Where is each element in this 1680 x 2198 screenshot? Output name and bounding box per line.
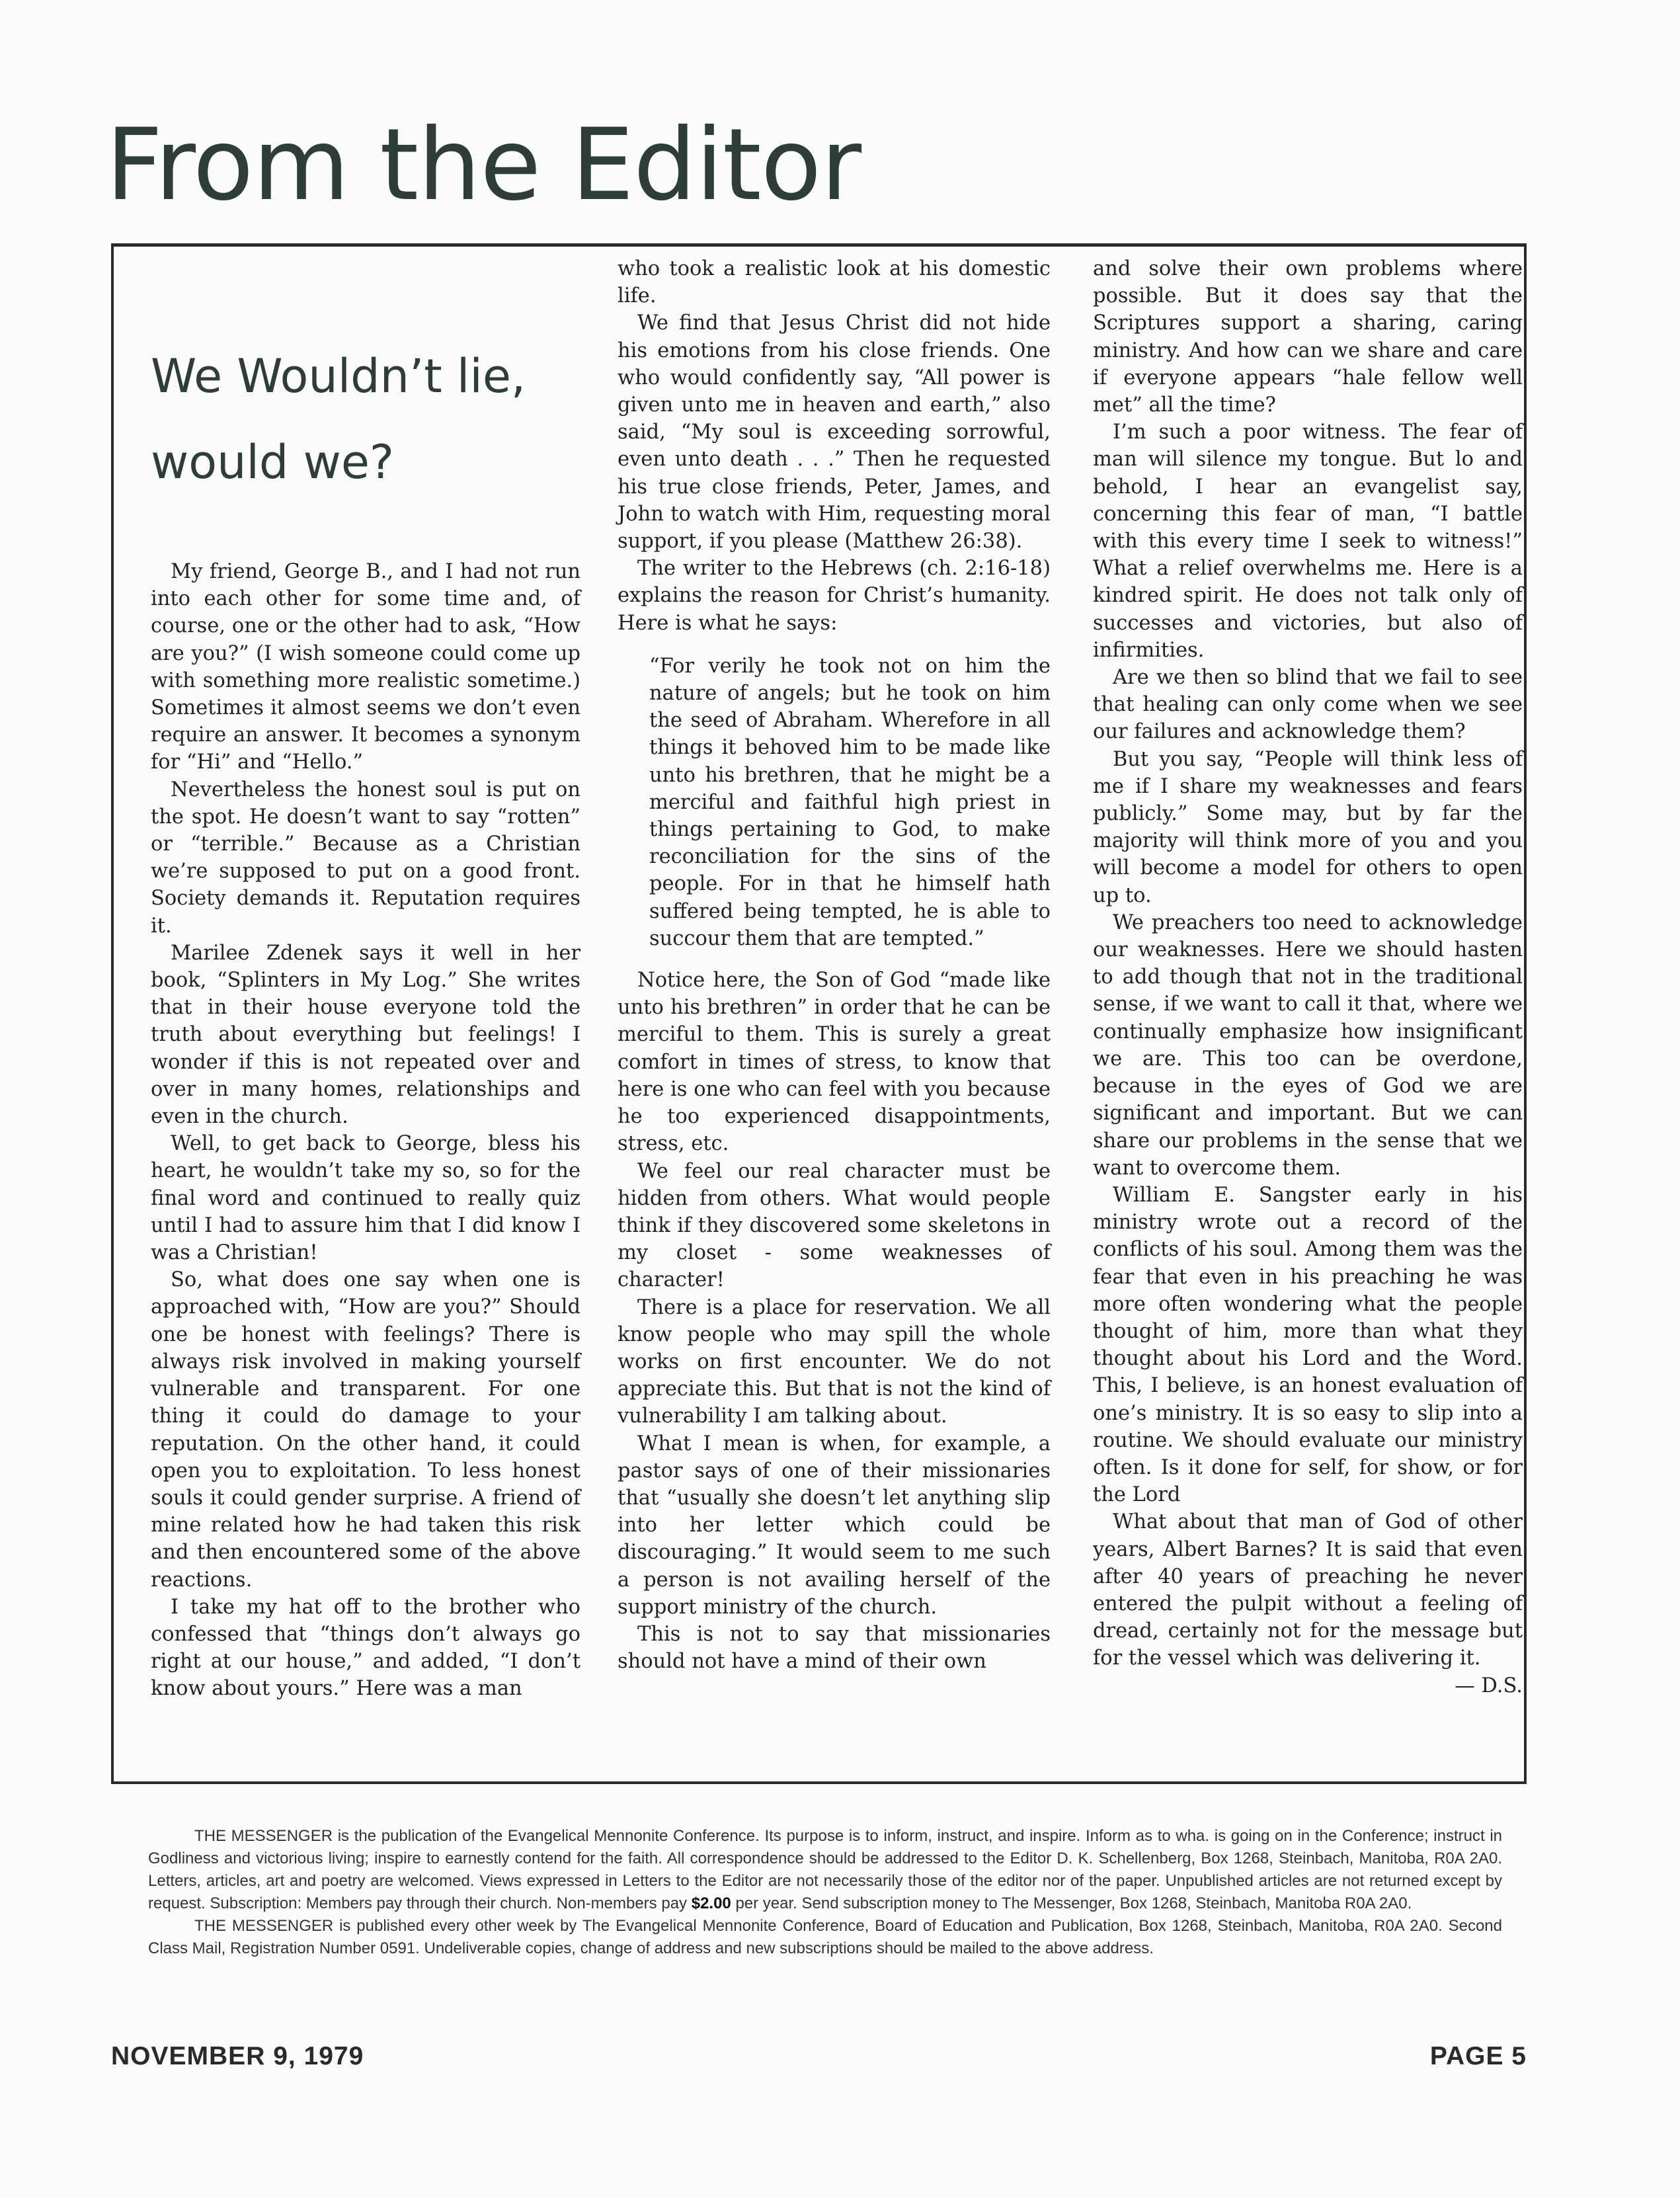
scripture-quote	[649, 653, 1051, 952]
subscription-price: $2.00	[691, 1894, 731, 1912]
article-column-1	[151, 255, 580, 1701]
notice-paragraph-2: THE MESSENGER is published every other week by The Evangelical Mennonite Conference, Board of Education and Publication, Box 1268, Steinbach, Manitoba, R0A 2A0. Second Class Mail, Registration Number 0591. Undeliverable copies, change of address and new subscriptions should be mailed to the above address.	[148, 1917, 1502, 1957]
paragraph: William E. Sangster early in his ministry wrote out a record of the conflicts of his soul. Among them was the fear that even in his preaching he was more often wondering what the people thought of him, more than what they thought about his Lord and the Word. This, I believe, is an honest evaluation of one’s ministry. It is so easy to slip into a routine. We should evaluate our ministry often. Is it done for self, for show, or for the Lord	[1093, 1183, 1523, 1507]
article-title-line-1: We Wouldn’t lie,	[151, 349, 526, 403]
paragraph: This is not to say that missionaries should not have a mind of their own	[618, 1622, 1051, 1674]
paragraph: The writer to the Hebrews (ch. 2:16-18) explains the reason for Christ’s humanity. Here is what he says:	[618, 557, 1051, 635]
paragraph: We find that Jesus Christ did not hide his emotions from his close friends. One who would confidently say, “All power is given unto me in heaven and earth,” also said, “My soul is exceeding sorrowful, even unto death . . .” Then he requested his true close friends, Peter, James, and John to watch with Him, requesting moral support, if you please (Matthew 26:38).	[618, 311, 1051, 553]
paragraph: What about that man of God of other years, Albert Barnes? It is said that even after 40 years of preaching he never entered the pulpit without a feeling of dread, certainly not for the message but for the vessel which was delivering it.	[1093, 1510, 1523, 1670]
paragraph: I’m such a poor witness. The fear of man will silence my tongue. But lo and behold, I hear an evangelist say, concerning this fear of man, “I battle with this every time I seek to witness!” What a relief overwhelms me. Here is a kindred spirit. He does not talk only of successes and victories, but also of infirmities.	[1093, 421, 1523, 662]
paragraph: There is a place for reservation. We all know people who may spill the whole works on first encounter. We do not appreciate this. But that is not the kind of vulnerability I am talking about.	[618, 1295, 1051, 1428]
paragraph: But you say, “People will think less of me if I share my weaknesses and fears publicly.” Some may, but by far the majority will think more of you and you will become a model for others to open up to.	[1093, 747, 1523, 907]
paragraph: We preachers too need to acknowledge our weaknesses. Here we should hasten to add though that not in the traditional sense, if we want to call it that, where we continually emphasize how insignificant we are. This too can be overdone, because in the eyes of God we are significant and important. But we can share our problems in the sense that we want to overcome them.	[1093, 911, 1523, 1180]
publication-notice	[148, 1825, 1502, 1960]
paragraph: Marilee Zdenek says it well in her book, “Splinters in My Log.” She writes that in their house everyone told the truth about everything but feelings! I wonder if this is not repeated over and over in many homes, relationships and even in the church.	[151, 941, 580, 1129]
page-heading: From the Editor	[106, 108, 861, 223]
paragraph: What I mean is when, for example, a pastor says of one of their missionaries that “usually she doesn’t let anything slip into her letter which could be discouraging.” It would seem to me such a person is not availing herself of the support ministry of the church.	[618, 1432, 1051, 1619]
paragraph: who took a realistic look at his domestic life.	[618, 257, 1051, 308]
paragraph: I take my hat off to the brother who confessed that “things don’t always go right at our house,” and added, “I don’t know about yours.” Here was a man	[151, 1595, 580, 1701]
article-column-2	[618, 255, 1051, 1675]
quote-text: “For verily he took not on him the nature of angels; but he took on him the seed of Abraham. Wherefore in all things it behoved him to be made like unto his brethren, that he might be a merciful and faithful high priest in things pertaining to God, to make reconciliation for the sins of the people. For in that he himself hath suffered being tempted, he is able to succour them that are tempted.”	[649, 654, 1051, 950]
paragraph: We feel our real character must be hidden from others. What would people think if they discovered some skeletons in my closet - some weaknesses of character!	[618, 1159, 1051, 1292]
page-number: PAGE 5	[1429, 2042, 1527, 2070]
paragraph: My friend, George B., and I had not run into each other for some time and, of course, one or the other had to ask, “How are you?” (I wish someone could come up with something more realistic sometime.) Sometimes it almost seems we don’t even require an answer. It becomes a synonym for “Hi” and “Hello.”	[151, 560, 580, 774]
notice-paragraph-1	[148, 1825, 1502, 1915]
column-1-body	[151, 558, 580, 1703]
article-column-3	[1093, 255, 1523, 1699]
paragraph: So, what does one say when one is approached with, “How are you?” Should one be honest with feelings? There is always risk involved in making yourself vulnerable and transparent. For one thing it could do damage to your reputation. On the other hand, it could open you to exploitation. To less honest souls it could gender surprise. A friend of mine related how he had taken this risk and then encountered some of the above reactions.	[151, 1268, 580, 1592]
paragraph: Nevertheless the honest soul is put on the spot. He doesn’t want to say “rotten” or “terrible.” Because as a Christian we’re supposed to put on a good front. Society demands it. Reputation requires it.	[151, 778, 580, 938]
article-title-line-2: would we?	[151, 435, 395, 489]
notice-text: per year. Send subscription money to The Messenger, Box 1268, Steinbach, Manitoba R0A 2A0.	[735, 1894, 1412, 1912]
issue-date: NOVEMBER 9, 1979	[111, 2042, 364, 2070]
paragraph: Notice here, the Son of God “made like unto his brethren” in order that he can be merciful to them. This is surely a great comfort in times of stress, to know that here is one who can feel with you because he too experienced disappointments, stress, etc.	[618, 969, 1051, 1156]
notice-text: THE MESSENGER is the publication of the Evangelical Mennonite Conference. Its purpose is to inform, instruct, and inspire. Inform as to wha. is going on in the Conference; instruct in Godliness and victorious living; inspire to earnestly contend for the faith. All correspondence should be addressed to the Editor D. K. Schellenberg, Box 1268, Steinbach, Manitoba, R0A 2A0. Letters, articles, art and poetry are welcomed. Views expressed in Letters to the Editor are not necessarily those of the editor nor of the paper. Unpublished articles are not returned except by request. Subscription: Members pay through their church. Non-members pay	[148, 1827, 1502, 1912]
author-signoff: — D.S.	[1455, 1674, 1523, 1697]
paragraph: and solve their own problems where possible. But it does say that the Scriptures support a sharing, caring ministry. And how can we share and care if everyone appears “hale fellow well met” all the time?	[1093, 257, 1523, 417]
article-title	[151, 333, 580, 505]
paragraph: Are we then so blind that we fail to see that healing can only come when we see our failures and acknowledge them?	[1093, 666, 1523, 744]
paragraph: Well, to get back to George, bless his heart, he wouldn’t take my so, so for the final word and continued to really quiz until I had to assure him that I did know I was a Christian!	[151, 1132, 580, 1265]
